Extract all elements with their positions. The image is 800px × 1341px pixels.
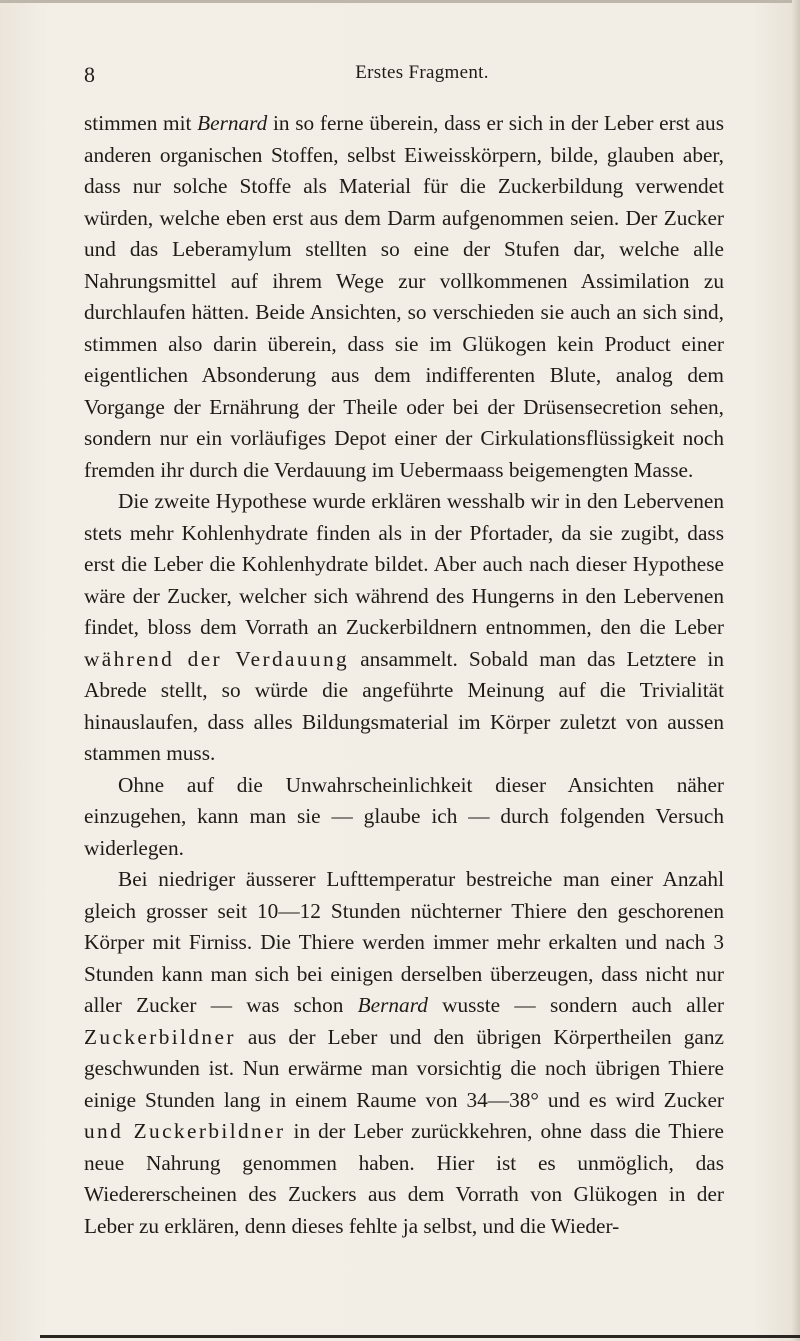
- text-run: Die zweite Hypothese wurde erklären wesshalb wir in den Lebervenen stets mehr Kohlenhydrate finden als in der Pfortader, da sie zugibt, dass erst die Leber die Kohlenhydrate bildet. Aber auch nach dieser Hypothese wäre der Zucker, welcher sich während des Hungerns in den Lebervenen findet, bloss dem Vorrath an Zuckerbildnern entnommen, den die Leber: [84, 489, 724, 639]
- italic-name: Bernard: [357, 993, 428, 1017]
- paragraph-2: [84, 486, 724, 770]
- page-bottom-edge: [40, 1335, 800, 1338]
- paragraph-1: [84, 108, 724, 486]
- page-header: [84, 62, 724, 86]
- spaced-emphasis: Zuckerbildner: [84, 1024, 236, 1049]
- page-right-edge: [792, 0, 800, 1341]
- text-run: in so ferne überein, dass er sich in der Leber erst aus anderen organischen Stoffen, selbst Eiweisskörpern, bilde, glauben aber, dass nur solche Stoffe als Material für die Zuckerbildung verwendet würden, welche eben erst aus dem Darm aufgenommen seien. Der Zucker und das Leberamylum stellten so eine der Stufen dar, welche alle Nahrungsmittel auf ihrem Wege zur vollkommenen Assimilation zu durchlaufen hätten. Beide Ansichten, so verschieden sie auch an sich sind, stimmen also darin überein, dass sie im Glükogen kein Product einer eigentlichen Absonderung aus dem indifferenten Blute, analog dem Vorgange der Ernährung der Theile oder bei der Drüsensecretion sehen, sondern nur ein vorläufiges Depot einer der Cirkulationsflüssigkeit noch fremden ihr durch die Verdauung im Uebermaass beigemengten Masse.: [84, 111, 724, 482]
- page-number: 8: [84, 62, 95, 87]
- italic-name: Bernard: [197, 111, 268, 135]
- text-run: stimmen mit: [84, 111, 198, 135]
- text-run: Bei niedriger äusserer Lufttemperatur bestreiche man einer Anzahl gleich grosser seit 10—12 Stunden nüchterner Thiere den geschorenen Körper mit Firniss. Die Thiere werden immer mehr erkalten und nach 3 Stunden kann man sich bei einigen derselben überzeugen, dass nicht nur aller Zucker — was schon: [84, 867, 724, 1017]
- spaced-emphasis: während der Verdauung: [84, 646, 350, 671]
- page-top-edge: [0, 0, 800, 3]
- text-run: wusste — sondern auch aller: [427, 993, 724, 1017]
- paragraph-4: [84, 864, 724, 1242]
- running-title: Erstes Fragment.: [355, 62, 489, 83]
- paragraph-3: [84, 770, 724, 865]
- text-run: in der Leber zurückkehren, ohne dass die Thiere neue Nahrung genommen haben. Hier ist es unmöglich, das Wiedererscheinen des Zuckers aus dem Vorrath von Glükogen in der Leber zu erklären, denn dieses fehlte ja selbst, und die Wieder-: [84, 1119, 724, 1238]
- spaced-emphasis: und Zuckerbildner: [84, 1119, 286, 1143]
- text-run: ansammelt. Sobald man das Letztere in Abrede stellt, so würde die angeführte Meinung auf die Trivialität hinauslaufen, dass alles Bildungsmaterial im Körper zuletzt von aussen stammen muss.: [84, 646, 724, 765]
- text-run: aus der Leber und den übrigen Körpertheilen ganz geschwunden ist. Nun erwärme man vorsichtig die noch übrigen Thiere einige Stunden lang in einem Raume von 34—38° und es wird Zucker: [84, 1024, 724, 1112]
- body-text: [84, 108, 724, 1242]
- text-run: Ohne auf die Unwahrscheinlichkeit dieser Ansichten näher einzugehen, kann man sie — glaube ich — durch folgenden Versuch widerlegen.: [84, 772, 724, 860]
